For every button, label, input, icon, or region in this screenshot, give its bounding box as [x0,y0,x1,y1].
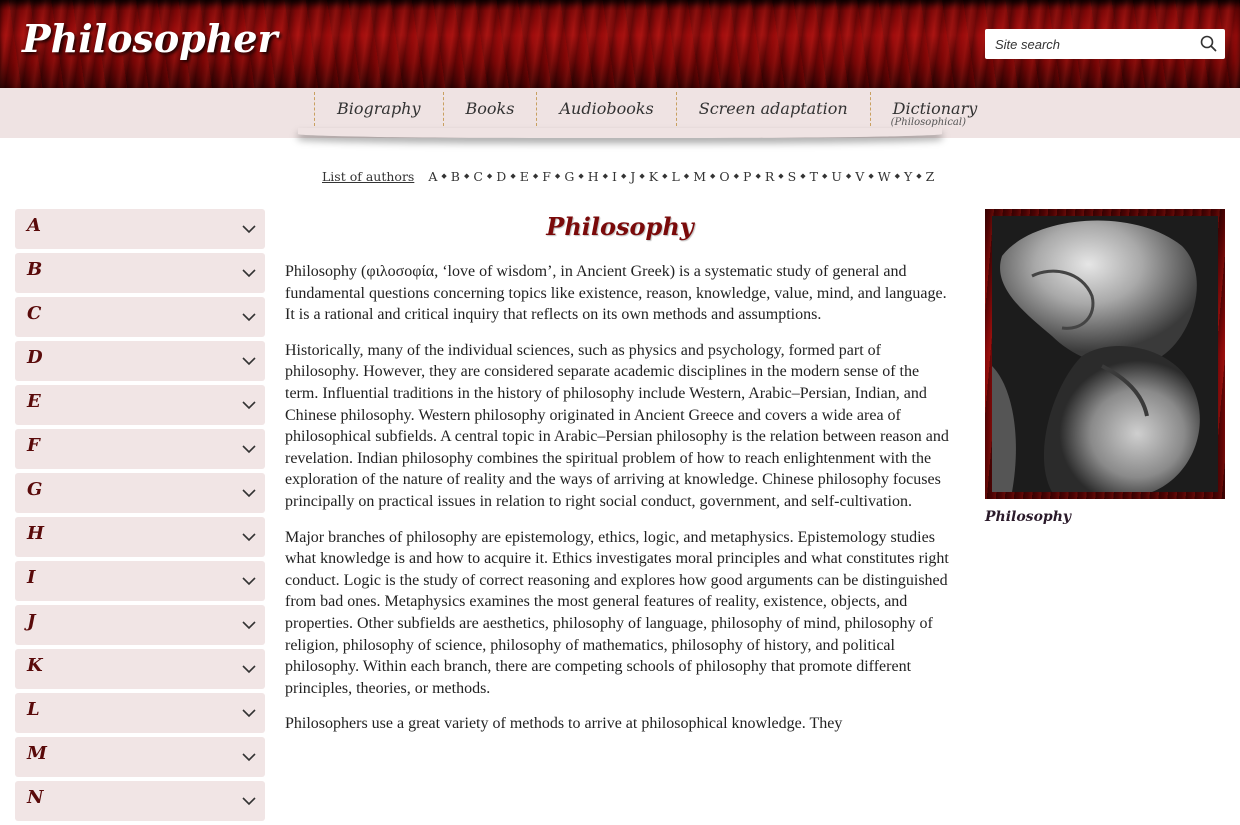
chevron-down-icon [241,531,257,543]
search-button[interactable] [1195,32,1221,56]
letter-separator: ◆ [800,172,806,180]
letter-link-b[interactable]: B [450,168,460,184]
letter-separator: ◆ [845,172,852,180]
letter-link-y[interactable]: Y [903,168,913,184]
letter-accordion [15,209,265,825]
accordion-item-f[interactable] [15,429,265,469]
article-paragraph: Major branches of philosophy are epistemology, ethics, logic, and metaphysics. Epistemology studies what knowledge is and how to acquire it. Ethics investigates moral principles and what constitutes right conduct. Logic is the study of correct reasoning and explores how good arguments can be distinguished from bad ones. Metaphysics examines the most general features of reality, existence, objects, and properties. Other subfields are aesthetics, philosophy of language, philosophy of mind, philosophy of religion, philosophy of science, philosophy of mathematics, philosophy of history, and political philosophy. Within each branch, there are competing schools of philosophy that promote different principles, theories, or methods. [285,528,949,697]
letter-link-s[interactable]: S [787,168,797,184]
nav-label: Screen adaptation [698,99,848,118]
accordion-item-j[interactable] [15,605,265,645]
letter-link-l[interactable]: L [671,168,680,184]
accordion-letter: B [27,259,43,280]
letter-separator: ◆ [554,172,561,180]
nav-biography[interactable] [314,92,443,126]
nav-books[interactable] [443,92,537,126]
article-figure [985,209,1225,525]
chevron-down-icon [241,707,257,719]
chevron-down-icon [241,311,257,323]
letter-separator: ◆ [532,172,539,180]
letter-link-p[interactable]: P [743,168,752,184]
author-letter-index [322,167,934,185]
accordion-item-h[interactable] [15,517,265,557]
letter-separator: ◆ [510,172,516,180]
letter-link-d[interactable]: D [496,168,507,184]
accordion-letter: A [27,215,41,236]
accordion-letter: C [27,303,42,324]
accordion-item-c[interactable] [15,297,265,337]
accordion-letter: H [27,523,45,544]
search-icon [1195,32,1221,56]
accordion-item-n[interactable] [15,781,265,821]
letter-separator: ◆ [894,172,900,180]
letter-separator: ◆ [639,172,645,180]
nav-label: Books [465,99,515,118]
accordion-item-g[interactable] [15,473,265,513]
site-header [0,0,1240,88]
chevron-down-icon [241,487,257,499]
letter-link-o[interactable]: O [719,168,730,184]
chevron-down-icon [241,619,257,631]
letter-link-a[interactable]: A [428,168,438,184]
letter-link-c[interactable]: C [473,168,483,184]
accordion-item-k[interactable] [15,649,265,689]
letter-separator: ◆ [486,172,493,180]
accordion-item-m[interactable] [15,737,265,777]
accordion-letter: E [27,391,41,412]
letter-separator: ◆ [602,172,608,180]
accordion-letter: L [27,699,40,720]
chevron-down-icon [241,355,257,367]
letter-link-v[interactable]: V [855,168,865,184]
letter-separator: ◆ [755,172,761,180]
letter-link-m[interactable]: M [693,168,706,184]
letter-link-r[interactable]: R [764,168,775,184]
main-nav [314,92,999,128]
chevron-down-icon [241,223,257,235]
sculpture-illustration [992,216,1218,492]
chevron-down-icon [241,795,257,807]
nav-shadow [298,128,942,138]
site-logo[interactable]: Philosopher [22,16,278,61]
letter-separator: ◆ [916,172,922,180]
figure-caption: Philosophy [985,509,1072,525]
list-of-authors-link[interactable]: List of authors [322,168,415,184]
letter-separator: ◆ [821,172,828,180]
accordion-letter: D [27,347,43,368]
letter-separator: ◆ [868,172,874,180]
accordion-letter: J [27,611,36,632]
accordion-item-b[interactable] [15,253,265,293]
letter-separator: ◆ [778,172,784,180]
letter-link-w[interactable]: W [877,168,891,184]
letter-link-u[interactable]: U [831,168,842,184]
article-paragraph: Historically, many of the individual sciences, such as physics and psychology, formed part of philosophy. However, they are considered separate academic disciplines in the modern sense of the term. Influential traditions in the history of philosophy include Western, Arabic–Persian, Indian, and Chinese philosophy. Western philosophy originated in Ancient Greece and covers a wide area of philosophical subfields. A central topic in Arabic–Persian philosophy is the relation between reason and revelation. Indian philosophy combines the spiritual problem of how to reach enlightenment with the exploration of the nature of reality and the ways of arriving at knowledge. Chinese philosophy focuses principally on practical issues in relation to right social conduct, government, and self-cultivation. [285,341,949,510]
search-box [985,29,1225,59]
nav-label: Biography [337,99,421,118]
letter-link-i[interactable]: I [612,168,617,184]
thinker-sculpture-image[interactable] [992,216,1218,492]
page-title: Philosophy [546,212,694,241]
letter-separator: ◆ [463,172,470,180]
search-input[interactable] [985,29,1190,59]
nav-audiobooks[interactable] [536,92,675,126]
nav-dictionary-sublabel: (Philosophical) [890,117,966,128]
nav-label: Dictionary [892,99,978,118]
letter-separator: ◆ [620,172,627,180]
letter-separator: ◆ [441,172,447,180]
chevron-down-icon [241,443,257,455]
chevron-down-icon [241,267,257,279]
accordion-item-l[interactable] [15,693,265,733]
accordion-item-d[interactable] [15,341,265,381]
letter-separator: ◆ [683,172,690,180]
nav-screen-adaptation[interactable] [676,92,870,126]
accordion-item-i[interactable] [15,561,265,601]
accordion-letter: K [27,655,43,676]
accordion-item-a[interactable] [15,209,265,249]
chevron-down-icon [241,751,257,763]
nav-dictionary[interactable] [870,92,1000,126]
accordion-letter: N [27,787,44,808]
chevron-down-icon [241,663,257,675]
letter-separator: ◆ [662,172,668,180]
letter-link-g[interactable]: G [564,168,575,184]
accordion-letter: G [27,479,43,500]
nav-label: Audiobooks [559,99,654,118]
letter-link-j[interactable]: J [630,168,636,184]
article-paragraph: Philosophy (φιλοσοφία, ‘love of wisdom’, in Ancient Greek) is a systematic study of general and fundamental questions concerning topics like existence, reason, knowledge, value, mind, and language. It is a rational and critical inquiry that reflects on its own methods and assumptions. [285,263,947,324]
chevron-down-icon [241,575,257,587]
letter-link-z[interactable]: Z [925,168,935,184]
article-paragraph: Philosophers use a great variety of methods to arrive at philosophical knowledge. They [285,715,843,733]
letter-link-h[interactable]: H [587,168,599,184]
image-frame [985,209,1225,499]
letter-separator: ◆ [733,172,740,180]
letter-link-f[interactable]: F [542,168,551,184]
main-content [285,209,955,735]
letter-link-e[interactable]: E [519,168,529,184]
letter-link-k[interactable]: K [648,168,659,184]
letter-link-t[interactable]: T [809,168,818,184]
letter-separator: ◆ [578,172,584,180]
accordion-letter: F [27,435,40,456]
accordion-item-e[interactable] [15,385,265,425]
chevron-down-icon [241,399,257,411]
letter-separator: ◆ [710,172,716,180]
accordion-letter: I [27,567,36,588]
accordion-letter: M [27,743,47,764]
